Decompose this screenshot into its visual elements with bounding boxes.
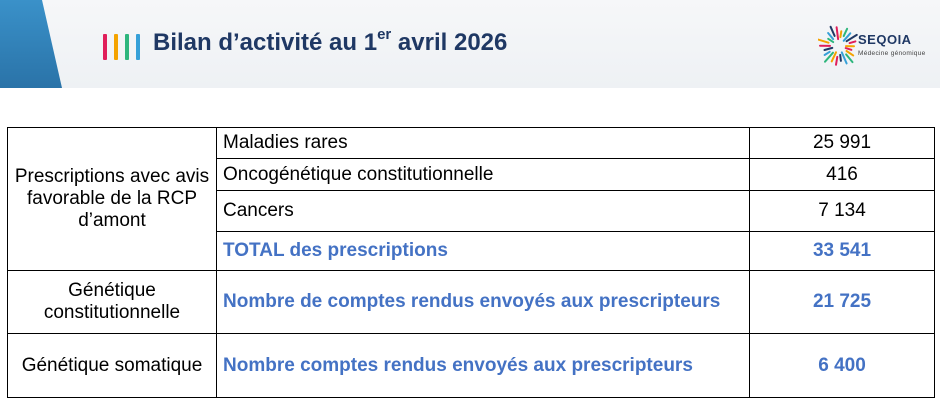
blue-tab-decoration: [0, 0, 62, 88]
group-label: Prescriptions avec avis favorable de la RCP d’amont: [8, 128, 217, 271]
title-main: Bilan d’activité au 1: [153, 29, 378, 56]
page-title: [153, 28, 507, 57]
total-label: TOTAL des prescriptions: [217, 232, 750, 271]
total-value: 33 541: [750, 232, 935, 271]
row-label: Nombre de comptes rendus envoyés aux prescripteurs: [217, 271, 750, 334]
title-superscript: er: [377, 26, 392, 43]
logo-burst-icon: [818, 22, 860, 70]
row-value: 416: [750, 159, 935, 191]
seqoia-logo: [818, 22, 933, 70]
table-row: [8, 334, 935, 398]
title-end: avril 2026: [391, 29, 508, 56]
colored-bars-icon: [103, 34, 143, 60]
group-label: Génétique somatique: [8, 334, 217, 398]
slide-header: [0, 0, 940, 88]
row-label: Nombre comptes rendus envoyés aux prescripteurs: [217, 334, 750, 398]
activity-table: [7, 127, 935, 398]
table-row: [8, 271, 935, 334]
row-value: 21 725: [750, 271, 935, 334]
row-label: Oncogénétique constitutionnelle: [217, 159, 750, 191]
logo-subtitle: Médecine génomique: [858, 50, 926, 57]
row-value: 25 991: [750, 128, 935, 159]
row-value: 6 400: [750, 334, 935, 398]
table-row: [8, 128, 935, 159]
group-label: Génétique constitutionnelle: [8, 271, 217, 334]
row-label: Maladies rares: [217, 128, 750, 159]
row-label: Cancers: [217, 191, 750, 232]
row-value: 7 134: [750, 191, 935, 232]
logo-name: SEQOIA: [858, 32, 912, 47]
